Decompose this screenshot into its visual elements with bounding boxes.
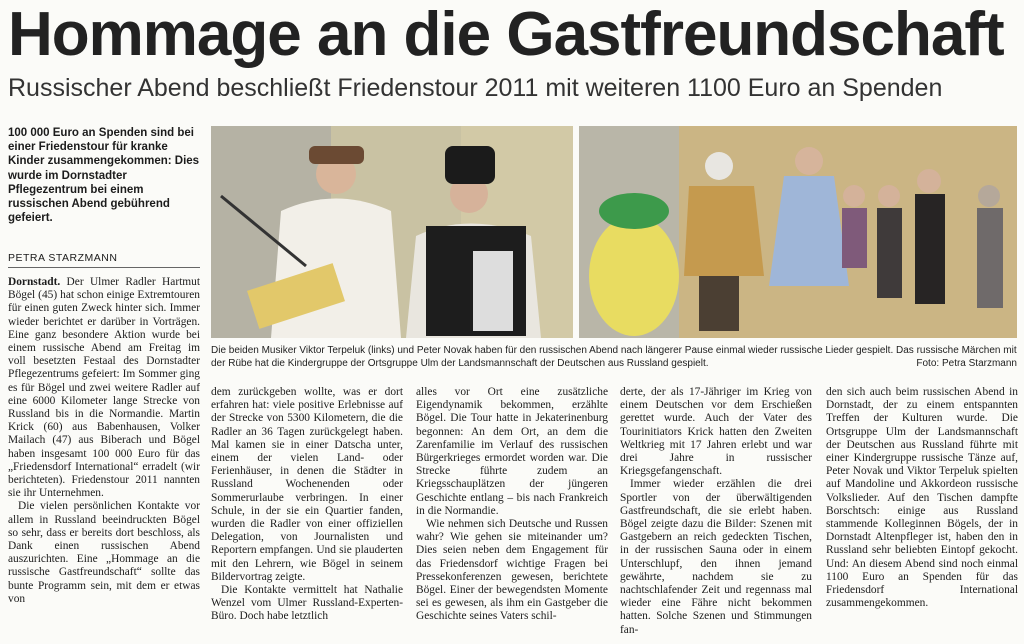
paragraph: derte, der als 17-Jähriger im Krieg von einem Deutschen vor dem Erschießen gerettet wurde. Auch der Vater des Tourinitiators Krick hatten den Zweiten Weltkrieg mit 17 Jahren erlebt und war drei Jahre in russischer Kriegsgefangenschaft. <box>620 386 812 478</box>
paragraph: Immer wieder erzählen die drei Sportler von der überwältigenden Gastfreundschaft, die sie erlebt haben. Bögel zeigte dazu die Bilder: Szenen mit Gastgebern an reich gedeckten Tischen, in der russischen Sauna oder in einem Unterschlupf, den ihnen jemand gewährte, nachdem sie zu nachtschlafender Zeit und regennass mal wieder eine Fähre nicht bekommen hatten. Solche Szenen und Stimmungen fan- <box>620 478 812 636</box>
paragraph: den sich auch beim russischen Abend in Dornstadt, der zu einem entspannten Treffen der Kulturen wurde. Die Ortsgruppe Ulm der Landsmannschaft der Deutschen aus Russland führte mit einer Kindergruppe russische Tänze auf, Peter Novak und Viktor Terpeluk spielten auf Mandoline und Akkordeon russische Volkslieder. Auf den Tischen dampfte Borschtsch: einige aus Russland stammende Kolleginnen Bögels, der in Dornstadt Altenpfleger ist, haben den in Russland sehr beliebten Eintopf gekocht. Und: An diesem Abend sind noch einmal 1100 Euro an Spenden für das Friedensdorf International zusammengekommen. <box>826 386 1018 610</box>
photo-credit: Foto: Petra Starzmann <box>916 358 1017 369</box>
paragraph: Die vielen persönlichen Kontakte vor allem in Russland beeindruckten Bögel so sehr, dass er bereits dort beschloss, als Dank einen russischen Abend auszurichten. Eine „Hommage an die russische Gastfreundschaft“ sollte das bunte Programm sein, mit dem er etwas von <box>8 500 200 605</box>
photo-children-theater <box>579 126 1017 338</box>
photo-musicians <box>211 126 573 338</box>
photo-caption: Die beiden Musiker Viktor Terpeluk (links) und Peter Novak haben für den russischen Abend nach längerer Pause einmal wieder russische Lieder gespielt. Das russische Märchen mit der Rübe hat die Kindergruppe der Ortsgruppe Ulm der Landsmannschaft der Deutschen aus Russland gespielt. <box>211 345 1017 369</box>
dateline: Dornstadt. <box>8 276 61 288</box>
text-column-3 <box>416 386 608 644</box>
text-column-5 <box>826 386 1018 644</box>
text-column-2 <box>211 386 403 644</box>
text-column-4 <box>620 386 812 644</box>
headline: Hommage an die Gastfreundschaft <box>8 0 1004 69</box>
lead-paragraph: 100 000 Euro an Spenden sind bei einer Friedenstour für kranke Kinder zusammengekommen: Dies wurde im Dornstadter Pflegezentrum bei einem russischen Abend gebührend gefeiert. <box>8 127 200 225</box>
paragraph: alles vor Ort eine zusätzliche Eigendynamik bekommen, erzählte Bögel. Die Tour hatte in Jekaterinenburg begonnen: An dem Ort, an dem die Zarenfamilie im Verlauf des russischen Bürgerkrieges ermordet worden war. Die Strecke führte zudem an Kriegsschauplätzen der jüngeren Geschichte entlang – bis nach Frankreich in die Normandie. <box>416 386 608 517</box>
text-column-1 <box>8 276 200 644</box>
paragraph-body: Der Ulmer Radler Hartmut Bögel (45) hat schon einige Extremtouren für einen guten Zweck hinter sich. Immer wieder berichtet er darüber in Vorträgen. Eine ganz besondere Aktion wurde bei einem russische Abend am Freitag im voll besetzten Festaal des Dornstadter Pflegezentrums gefeiert: Im Sommer ging es für Bögel und zwei weitere Radler auf eine 6000 Kilometer lange Strecke von Russland bis in die Normandie. Martin Krick (60) aus Babenhausen, Volker Mailach (47) aus Biberach und Bögel haben insgesamt 100 000 Euro für das „Friedensdorf International“ erradelt (wir berichteten). Friedenstour 2011 nannten sie ihr Unternehmen. <box>8 276 200 500</box>
paragraph: dem zurückgeben wollte, was er dort erfahren hat: viele positive Erlebnisse auf der Strecke von 5300 Kilometern, die die Radler an 36 Tagen zurückgelegt haben. Mal kamen sie in einer Datscha unter, einem der vielen Land- oder Ferienhäuser, in denen die Städter in Russland Wochenenden oder Sommerurlaube verbringen. In einer Schule, in der sie ein Quartier fanden, wurden die Radler von einer offiziellen Delegation, von Journalisten und Reportern empfangen. Und sie plauderten mit den Lehrern, wie Bögel in seinem Bildervortrag zeigte. <box>211 386 403 583</box>
paragraph: Die Kontakte vermittelt hat Nathalie Wenzel vom Ulmer Russland-Experten-Büro. Doch habe letztlich <box>211 584 403 623</box>
paragraph <box>8 276 200 500</box>
subheadline: Russischer Abend beschließt Friedenstour 2011 mit weiteren 1100 Euro an Spenden <box>8 74 943 102</box>
paragraph: Wie nehmen sich Deutsche und Russen wahr? Wie gehen sie miteinander um? Dies seien neben dem Engagement für das Friedensdorf wichtige Fragen bei Pressekonferenzen gewesen, berichtete Bögel. Einer der bewegendsten Momente sei es gewesen, als ihm ein Gastgeber die Geschichte seines Vaters schil- <box>416 518 608 623</box>
author-byline: PETRA STARZMANN <box>8 252 200 268</box>
